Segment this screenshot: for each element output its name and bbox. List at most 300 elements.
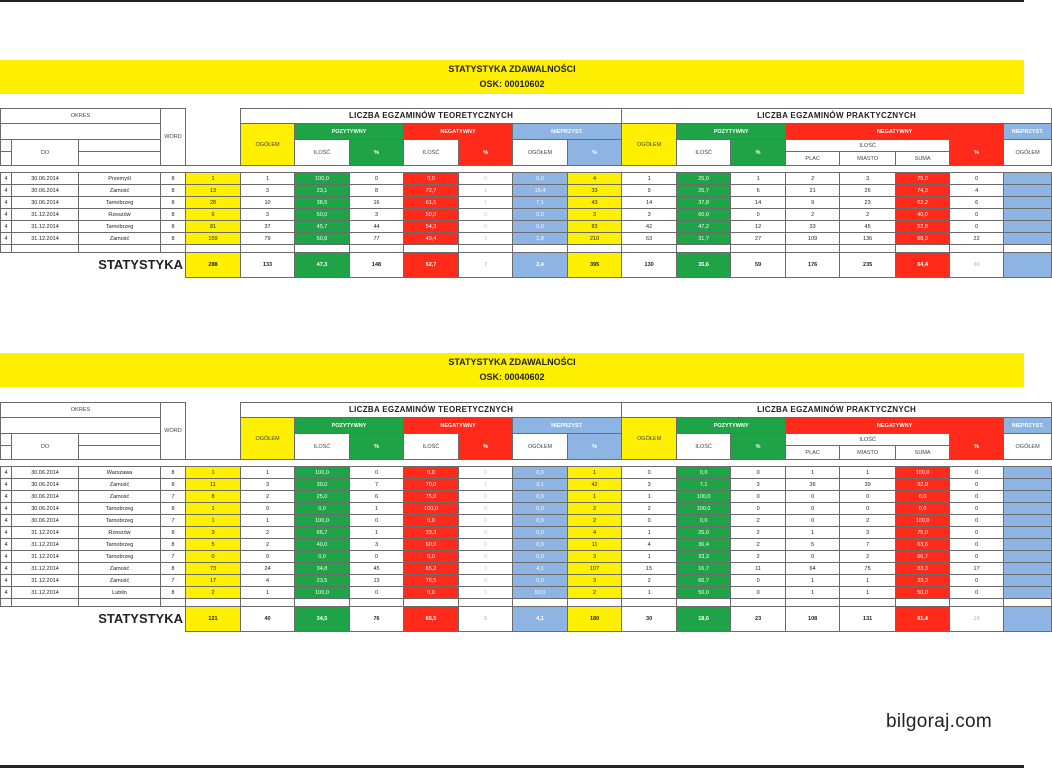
- stat-t-nie-pct: 4,1: [513, 607, 568, 632]
- stat-t-poz-ilosc: 40: [241, 607, 295, 632]
- spacer-cell: [186, 109, 241, 124]
- p-plac: 2: [731, 515, 786, 527]
- table-row: [1, 418, 1052, 434]
- spacer-cell: [186, 152, 241, 166]
- p-neg-pct: 33,3: [896, 575, 950, 587]
- spacer-cell: [186, 124, 241, 140]
- p-nie-ilosc: 0: [950, 527, 1004, 539]
- p-plac: 2: [731, 539, 786, 551]
- t-neg-ilosc: 0: [350, 467, 404, 479]
- blank-cell: [896, 245, 950, 253]
- table-row: [1, 460, 1052, 467]
- okres-value: 4: [1, 551, 12, 563]
- p-plac: 14: [731, 197, 786, 209]
- spacer-cell: [459, 460, 513, 467]
- p-poz-pct: 36,4: [677, 539, 731, 551]
- miasto-header: MIASTO: [840, 446, 896, 460]
- t-ogolem: 5: [186, 539, 241, 551]
- p-neg-pct: 66,7: [896, 551, 950, 563]
- word-name: Tarnobrzeg: [79, 515, 161, 527]
- t-neg-ilosc: 7: [350, 479, 404, 491]
- p-plac: 0: [731, 491, 786, 503]
- blank-cell: [404, 245, 459, 253]
- blank-cell: [1, 245, 12, 253]
- t-neg-ilosc: 3: [350, 539, 404, 551]
- okres-value: 4: [1, 479, 12, 491]
- t-neg-ilosc: 16: [350, 197, 404, 209]
- t-poz-pct: 0,0: [295, 503, 350, 515]
- t-nie-pct: 1,9: [513, 233, 568, 245]
- p-poz-pct-header: %: [731, 140, 786, 166]
- t-nie-ilosc: 0: [459, 551, 513, 563]
- p-suma: 3: [840, 173, 896, 185]
- p-ogolem-header: OGÓŁEM: [622, 418, 677, 460]
- t-nie-ilosc: 0: [459, 221, 513, 233]
- t-nie-pct: 4,1: [513, 563, 568, 575]
- t-nie-ilosc: 0: [459, 491, 513, 503]
- spacer-cell: [568, 460, 622, 467]
- t-poz-pct: 30,0: [295, 479, 350, 491]
- kategoria: 8: [161, 503, 186, 515]
- kategoria: 8: [161, 539, 186, 551]
- spacer-cell: [950, 166, 1004, 173]
- spacer-cell: [840, 166, 896, 173]
- p-suma: 0: [840, 491, 896, 503]
- date-to: 30.06.2014: [12, 503, 79, 515]
- stat-t-neg-ilosc: 76: [350, 607, 404, 632]
- table-row: [1, 197, 1052, 209]
- stat-p-plac: 23: [731, 607, 786, 632]
- word-name: Przemyśl: [79, 173, 161, 185]
- top-border: [0, 0, 1024, 2]
- t-poz-pct: 34,8: [295, 563, 350, 575]
- blank-cell: [12, 245, 79, 253]
- p-pozytywny-header: POZYTYWNY: [677, 418, 786, 434]
- t-nie-ilosc: 0: [459, 539, 513, 551]
- p-miasto: 64: [786, 563, 840, 575]
- t-poz-ilosc: 1: [241, 587, 295, 599]
- t-neg-pct: 0,0: [404, 515, 459, 527]
- t-neg-pct: 0,0: [404, 587, 459, 599]
- blank-cell: [786, 599, 840, 607]
- t-poz-pct-header: %: [350, 434, 404, 460]
- p-miasto: 1: [786, 587, 840, 599]
- p-miasto: 0: [786, 491, 840, 503]
- blank-cell: [241, 599, 295, 607]
- table-row: [1, 539, 1052, 551]
- spacer-cell: [950, 460, 1004, 467]
- t-neg-ilosc: 8: [350, 185, 404, 197]
- t-neg-ilosc: 0: [350, 551, 404, 563]
- blank-cell: [186, 599, 241, 607]
- okres-value: 4: [1, 185, 12, 197]
- banner-title: STATYSTYKA ZDAWALNOŚCI: [448, 357, 576, 367]
- t-neg-pct: 76,5: [404, 575, 459, 587]
- stat-t-ogolem: 121: [186, 607, 241, 632]
- p-miasto: 0: [786, 551, 840, 563]
- blank-cell: [731, 599, 786, 607]
- date-to: 30.06.2014: [12, 185, 79, 197]
- stat-p-suma: 131: [840, 607, 896, 632]
- blank-cell: [79, 152, 161, 166]
- p-poz-pct: 16,7: [677, 563, 731, 575]
- blank-cell: [161, 599, 186, 607]
- table-row: [1, 140, 1052, 152]
- date-to: 31.12.2014: [12, 575, 79, 587]
- p-neg-pct-header: %: [950, 434, 1004, 460]
- date-to: 30.06.2014: [12, 515, 79, 527]
- word-name: Zamość: [79, 491, 161, 503]
- t-ogolem: 8: [186, 491, 241, 503]
- p-plac: 0: [731, 503, 786, 515]
- p-nieprzyst-header: NIEPRZYST.: [1004, 418, 1052, 434]
- t-nie-ilosc: 1: [459, 479, 513, 491]
- p-neg-pct: 40,0: [896, 209, 950, 221]
- t-poz-ilosc: 2: [241, 491, 295, 503]
- table-row: [1, 403, 1052, 418]
- word-name: Warszawa: [79, 467, 161, 479]
- p-nie-ilosc: 0: [950, 221, 1004, 233]
- stat-p-ogolem: 395: [568, 253, 622, 278]
- spacer-cell: [186, 418, 241, 434]
- table-row: [1, 221, 1052, 233]
- okres-value: 4: [1, 563, 12, 575]
- p-ogolem: 3: [568, 209, 622, 221]
- date-to: 30.06.2014: [12, 467, 79, 479]
- p-plac: 2: [731, 527, 786, 539]
- p-plac: 2: [731, 551, 786, 563]
- spacer-cell: [731, 460, 786, 467]
- stat-p-poz-ilosc: 30: [622, 607, 677, 632]
- p-suma: 136: [840, 233, 896, 245]
- spacer-cell: [896, 166, 950, 173]
- blank-cell: [459, 245, 513, 253]
- blank-cell: [1, 124, 161, 140]
- table-row: [1, 233, 1052, 245]
- spacer-cell: [1, 460, 12, 467]
- p-neg-pct: 0,0: [896, 503, 950, 515]
- p-poz-ilosc: 63: [622, 233, 677, 245]
- blank-cell: [12, 599, 79, 607]
- p-neg-pct: 75,0: [896, 527, 950, 539]
- t-nie-pct: 0,0: [513, 575, 568, 587]
- kategoria: 8: [161, 185, 186, 197]
- p-suma: 7: [840, 539, 896, 551]
- p-suma: 2: [840, 515, 896, 527]
- blank-cell: [896, 599, 950, 607]
- t-poz-ilosc: 10: [241, 197, 295, 209]
- p-plac: 11: [731, 563, 786, 575]
- p-nie-ilosc: 22: [950, 233, 1004, 245]
- table-row: [1, 434, 1052, 446]
- spacer-cell: [186, 403, 241, 418]
- p-poz-ilosc: 9: [622, 185, 677, 197]
- t-poz-ilosc: 1: [241, 173, 295, 185]
- p-miasto: 109: [786, 233, 840, 245]
- t-ogolem: 1: [186, 503, 241, 515]
- t-nie-ogolem-header: OGÓŁEM: [513, 140, 568, 166]
- p-nie-ilosc: 0: [950, 209, 1004, 221]
- kategoria: 7: [161, 575, 186, 587]
- p-suma: 1: [840, 575, 896, 587]
- p-plac: 1: [731, 173, 786, 185]
- blank-cell: [79, 434, 161, 446]
- p-suma: 26: [840, 185, 896, 197]
- p-poz-pct: 0,0: [677, 467, 731, 479]
- p-poz-ilosc: 42: [622, 221, 677, 233]
- p-neg-pct: 75,0: [896, 173, 950, 185]
- table-row: [1, 503, 1052, 515]
- t-neg-ilosc: 1: [350, 527, 404, 539]
- p-nie-pct: [1004, 185, 1052, 197]
- blank-cell: [459, 599, 513, 607]
- t-neg-pct: 33,3: [404, 527, 459, 539]
- spacer-cell: [186, 166, 241, 173]
- blank-cell: [568, 599, 622, 607]
- table-row: [1, 527, 1052, 539]
- plac-header: PLAC: [786, 152, 840, 166]
- p-nie-pct: [1004, 503, 1052, 515]
- p-poz-pct: 25,7: [677, 185, 731, 197]
- t-poz-pct: 45,7: [295, 221, 350, 233]
- t-nie-pct: 0,0: [513, 173, 568, 185]
- p-miasto: 9: [786, 197, 840, 209]
- suma-header: SUMA: [896, 152, 950, 166]
- spacer-cell: [12, 166, 79, 173]
- p-plac: 0: [731, 587, 786, 599]
- t-poz-ilosc: 2: [241, 527, 295, 539]
- t-poz-ilosc: 37: [241, 221, 295, 233]
- okres-value: 4: [1, 515, 12, 527]
- blank-cell: [786, 245, 840, 253]
- p-nie-ilosc: 0: [950, 587, 1004, 599]
- date-to: 31.12.2014: [12, 209, 79, 221]
- praktyka-group-header: LICZBA EGZAMINÓW PRAKTYCZNYCH: [622, 109, 1052, 124]
- p-nieprzyst-header: NIEPRZYST.: [1004, 124, 1052, 140]
- kategoria: 8: [161, 563, 186, 575]
- t-nie-pct: 0,0: [513, 539, 568, 551]
- p-plac: 27: [731, 233, 786, 245]
- p-ogolem: 107: [568, 563, 622, 575]
- t-ogolem: 73: [186, 563, 241, 575]
- kategoria: 8: [161, 197, 186, 209]
- table-row: [1, 607, 1052, 632]
- p-nie-pct: [1004, 587, 1052, 599]
- date-to: 31.12.2014: [12, 587, 79, 599]
- blank-cell: [513, 599, 568, 607]
- kategoria: 7: [161, 491, 186, 503]
- kategoria: 8: [161, 479, 186, 491]
- t-ogolem: 81: [186, 221, 241, 233]
- p-ogolem: 1: [568, 491, 622, 503]
- t-neg-pct: 0,0: [404, 467, 459, 479]
- t-poz-pct: 0,0: [295, 551, 350, 563]
- spacer-cell: [161, 460, 186, 467]
- do-header: DO: [12, 434, 79, 460]
- p-miasto: 33: [786, 221, 840, 233]
- p-nie-ilosc: 0: [950, 539, 1004, 551]
- okres-value: 4: [1, 173, 12, 185]
- stat-p-nie-ilosc: 30: [950, 253, 1004, 278]
- okres-value: 4: [1, 527, 12, 539]
- spacer-cell: [79, 166, 161, 173]
- date-to: 30.06.2014: [12, 491, 79, 503]
- p-poz-pct: 31,7: [677, 233, 731, 245]
- t-poz-pct: 25,0: [295, 491, 350, 503]
- p-nie-pct: [1004, 209, 1052, 221]
- spacer-cell: [840, 460, 896, 467]
- p-poz-pct-header: %: [731, 434, 786, 460]
- kategoria: 7: [161, 515, 186, 527]
- p-suma: 75: [840, 563, 896, 575]
- t-nie-pct: 0,0: [513, 551, 568, 563]
- word-header: WORD: [161, 109, 186, 166]
- t-neg-pct: 61,5: [404, 197, 459, 209]
- p-neg-ilosc-header: ILOŚĆ: [786, 140, 950, 152]
- okres-value: 4: [1, 503, 12, 515]
- blank-cell: [677, 599, 731, 607]
- p-poz-ilosc: 1: [622, 173, 677, 185]
- p-poz-pct: 47,2: [677, 221, 731, 233]
- p-suma: 2: [840, 551, 896, 563]
- t-nie-ilosc: 1: [459, 197, 513, 209]
- spacer-cell: [404, 460, 459, 467]
- table-row: [1, 515, 1052, 527]
- kategoria: 7: [161, 551, 186, 563]
- okres-value: 4: [1, 197, 12, 209]
- spacer-cell: [186, 446, 241, 460]
- p-negatywny-header: NEGATYWNY: [786, 124, 1004, 140]
- p-ogolem: 210: [568, 233, 622, 245]
- p-nie-pct: [1004, 491, 1052, 503]
- t-neg-pct: 70,0: [404, 479, 459, 491]
- blank-cell: [1, 434, 12, 446]
- p-poz-pct: 100,0: [677, 503, 731, 515]
- p-neg-pct: 100,0: [896, 467, 950, 479]
- p-suma: 2: [840, 209, 896, 221]
- miasto-header: MIASTO: [840, 152, 896, 166]
- table-row: [1, 245, 1052, 253]
- p-ogolem-header: OGÓŁEM: [622, 124, 677, 166]
- p-poz-ilosc: 1: [622, 527, 677, 539]
- p-ogolem: 2: [568, 587, 622, 599]
- do-header: DO: [12, 140, 79, 166]
- word-name: Tarnobrzeg: [79, 551, 161, 563]
- t-nie-pct-header: %: [568, 140, 622, 166]
- p-nie-pct: [1004, 173, 1052, 185]
- p-nie-pct: [1004, 575, 1052, 587]
- t-poz-ilosc: 3: [241, 479, 295, 491]
- stat-p-miasto: 176: [786, 253, 840, 278]
- table-row: [1, 575, 1052, 587]
- stat-t-neg-ilosc: 148: [350, 253, 404, 278]
- t-neg-pct: 60,0: [404, 539, 459, 551]
- p-nie-ilosc: 17: [950, 563, 1004, 575]
- p-miasto: 1: [786, 527, 840, 539]
- t-nieprzyst-header: NIEPRZYST.: [513, 418, 622, 434]
- p-poz-pct: 37,8: [677, 197, 731, 209]
- p-nie-pct: [1004, 527, 1052, 539]
- p-neg-ilosc-header: ILOŚĆ: [786, 434, 950, 446]
- okres-value: 4: [1, 233, 12, 245]
- teoria-group-header: LICZBA EGZAMINÓW TEORETYCZNYCH: [241, 403, 622, 418]
- t-nie-ogolem-header: OGÓŁEM: [513, 434, 568, 460]
- spacer-cell: [677, 166, 731, 173]
- t-ogolem: 0: [186, 551, 241, 563]
- kategoria: 8: [161, 587, 186, 599]
- p-plac: 0: [731, 467, 786, 479]
- t-nie-pct: 0,0: [513, 467, 568, 479]
- word-name: Zamość: [79, 479, 161, 491]
- p-nie-ilosc: 4: [950, 185, 1004, 197]
- p-miasto: 21: [786, 185, 840, 197]
- spacer-cell: [1004, 166, 1052, 173]
- p-ogolem: 11: [568, 539, 622, 551]
- blank-cell: [79, 446, 161, 460]
- p-neg-pct: 62,2: [896, 197, 950, 209]
- t-nie-ilosc: 3: [459, 563, 513, 575]
- blank-cell: [79, 245, 161, 253]
- p-nie-ilosc: 0: [950, 479, 1004, 491]
- t-neg-ilosc: 13: [350, 575, 404, 587]
- t-poz-pct: 38,5: [295, 197, 350, 209]
- table-row: [1, 109, 1052, 124]
- stat-t-neg-pct: 52,7: [404, 253, 459, 278]
- p-nie-pct: [1004, 233, 1052, 245]
- p-nie-ilosc: 0: [950, 173, 1004, 185]
- date-to: 30.06.2014: [12, 173, 79, 185]
- t-poz-ilosc: 0: [241, 551, 295, 563]
- title-banner-1: [0, 60, 1024, 94]
- watermark-text: bilgoraj.com: [886, 711, 993, 732]
- blank-cell: [622, 245, 677, 253]
- p-nie-ilosc: 0: [950, 491, 1004, 503]
- date-to: 31.12.2014: [12, 233, 79, 245]
- t-nie-ilosc: 3: [459, 233, 513, 245]
- t-nie-pct: 0,0: [513, 503, 568, 515]
- p-neg-pct: 0,0: [896, 491, 950, 503]
- p-nie-ilosc: 0: [950, 467, 1004, 479]
- okres-value: 4: [1, 221, 12, 233]
- blank-cell: [840, 245, 896, 253]
- t-ogolem: 1: [186, 467, 241, 479]
- p-miasto: 0: [786, 503, 840, 515]
- spacer-cell: [622, 460, 677, 467]
- t-ogolem: 1: [186, 173, 241, 185]
- stat-p-poz-pct: 18,6: [677, 607, 731, 632]
- p-nie-pct: [1004, 467, 1052, 479]
- t-ogolem: 2: [186, 587, 241, 599]
- t-poz-ilosc: 0: [241, 503, 295, 515]
- word-name: Zamość: [79, 575, 161, 587]
- spacer-cell: [1004, 460, 1052, 467]
- suma-header: SUMA: [896, 446, 950, 460]
- t-poz-pct: 40,0: [295, 539, 350, 551]
- spacer-cell: [186, 140, 241, 152]
- spacer-cell: [896, 460, 950, 467]
- t-neg-ilosc-header: ILOŚĆ: [404, 434, 459, 460]
- p-poz-pct: 0,0: [677, 515, 731, 527]
- t-nie-ilosc: 0: [459, 527, 513, 539]
- blank-cell: [161, 245, 186, 253]
- p-nie-ilosc: 0: [950, 551, 1004, 563]
- statystyka-label: STATYSTYKA: [98, 611, 184, 627]
- p-poz-ilosc: 1: [622, 551, 677, 563]
- p-ogolem: 2: [568, 515, 622, 527]
- t-neg-ilosc: 1: [350, 503, 404, 515]
- p-pozytywny-header: POZYTYWNY: [677, 124, 786, 140]
- p-nie-ogolem-header: OGÓŁEM: [1004, 140, 1052, 166]
